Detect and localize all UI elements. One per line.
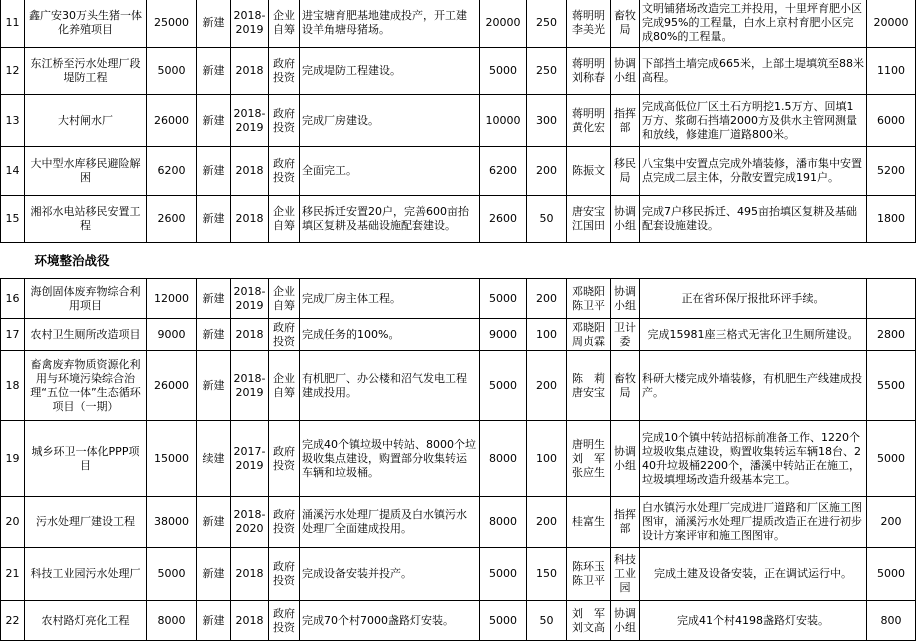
total-investment: 26000 <box>147 95 197 147</box>
construction-type: 新建 <box>197 95 231 147</box>
employment-count: 100 <box>527 421 567 497</box>
annual-investment: 5000 <box>480 548 527 601</box>
leader-name: 邓晓阳 <box>572 320 605 334</box>
table-row <box>1 319 916 351</box>
table-row <box>1 497 916 548</box>
project-name: 畜禽废弃物质资源化利用与环境污染综合治理“五位一体”生态循环项目（一期） <box>25 351 147 421</box>
annual-investment: 8000 <box>480 421 527 497</box>
row-number: 22 <box>1 601 25 641</box>
responsible-unit: 协调小组 <box>611 279 640 319</box>
construction-period: 2018-2020 <box>231 497 269 548</box>
leader-name: 李美光 <box>572 23 605 36</box>
current-progress: 完成10个镇中转站招标前准备工作、1220个垃圾收集点建设，购置收集转运车辆18台、240升垃圾桶2200个，潘溪中转站正在施工，垃圾填埋场改造升级基本完工。 <box>640 421 867 497</box>
construction-period: 2018 <box>231 196 269 243</box>
row-number: 18 <box>1 351 25 421</box>
completed-investment: 5000 <box>867 421 916 497</box>
annual-investment: 2600 <box>480 196 527 243</box>
responsible-unit: 畜牧局 <box>611 0 640 48</box>
responsible-leaders <box>567 48 611 95</box>
leader-name: 刘 军 <box>572 606 605 620</box>
construction-period: 2018 <box>231 319 269 351</box>
annual-progress: 完成70个村7000盏路灯安装。 <box>300 601 480 641</box>
annual-progress: 进宝塘育肥基地建成投产，开工建设羊角塘母猪场。 <box>300 0 480 48</box>
construction-period: 2018-2019 <box>231 0 269 48</box>
leader-name: 江国田 <box>572 219 605 232</box>
construction-type: 新建 <box>197 0 231 48</box>
table-row <box>1 95 916 147</box>
leader-name: 唐安宝 <box>572 385 605 399</box>
completed-investment: 5200 <box>867 147 916 196</box>
employment-count: 200 <box>527 351 567 421</box>
construction-type: 新建 <box>197 279 231 319</box>
employment-count: 250 <box>527 48 567 95</box>
leader-name: 陈振文 <box>572 164 605 177</box>
annual-investment: 5000 <box>480 601 527 641</box>
total-investment: 6200 <box>147 147 197 196</box>
leader-name: 陈卫平 <box>572 574 605 587</box>
total-investment: 5000 <box>147 548 197 601</box>
project-name: 污水处理厂建设工程 <box>25 497 147 548</box>
current-progress: 完成41个村4198盏路灯安装。 <box>640 601 867 641</box>
responsible-leaders <box>567 279 611 319</box>
project-name: 农村卫生厕所改造项目 <box>25 319 147 351</box>
construction-period: 2018 <box>231 147 269 196</box>
leader-name: 周贞霖 <box>572 334 605 348</box>
row-number: 17 <box>1 319 25 351</box>
annual-investment: 10000 <box>480 95 527 147</box>
project-name: 湘祁水电站移民安置工程 <box>25 196 147 243</box>
annual-progress: 全面完工。 <box>300 147 480 196</box>
responsible-unit: 协调小组 <box>611 601 640 641</box>
table-row <box>1 196 916 243</box>
leader-name: 桂富生 <box>572 515 605 528</box>
current-progress: 科研大楼完成外墙装修，有机肥生产线建成投产。 <box>640 351 867 421</box>
table-row <box>1 48 916 95</box>
employment-count: 50 <box>527 601 567 641</box>
total-investment: 15000 <box>147 421 197 497</box>
completed-investment: 1100 <box>867 48 916 95</box>
current-progress: 完成土建及设备安装，正在调试运行中。 <box>640 548 867 601</box>
employment-count: 250 <box>527 0 567 48</box>
construction-type: 新建 <box>197 601 231 641</box>
project-name: 科技工业园污水处理厂 <box>25 548 147 601</box>
funding-source: 企业自筹 <box>269 279 300 319</box>
construction-period: 2018-2019 <box>231 95 269 147</box>
construction-type: 新建 <box>197 497 231 548</box>
funding-source: 企业自筹 <box>269 351 300 421</box>
total-investment: 25000 <box>147 0 197 48</box>
total-investment: 8000 <box>147 601 197 641</box>
funding-source: 企业自筹 <box>269 0 300 48</box>
leader-name: 蒋明明 <box>572 106 605 120</box>
leader-name: 陈 莉 <box>572 371 605 385</box>
responsible-leaders <box>567 351 611 421</box>
completed-investment <box>867 279 916 319</box>
row-number: 20 <box>1 497 25 548</box>
responsible-unit: 科技工业园 <box>611 548 640 601</box>
responsible-leaders <box>567 196 611 243</box>
annual-progress: 完成任务的100%。 <box>300 319 480 351</box>
construction-period: 2018 <box>231 48 269 95</box>
construction-type: 新建 <box>197 48 231 95</box>
responsible-leaders <box>567 147 611 196</box>
annual-progress: 完成设备安装并投产。 <box>300 548 480 601</box>
row-number: 11 <box>1 0 25 48</box>
completed-investment: 2800 <box>867 319 916 351</box>
row-number: 21 <box>1 548 25 601</box>
leader-name: 唐明生 <box>572 437 605 451</box>
project-name: 大村闸水厂 <box>25 95 147 147</box>
total-investment: 12000 <box>147 279 197 319</box>
completed-investment: 5500 <box>867 351 916 421</box>
project-name: 东江桥至污水处理厂段堤防工程 <box>25 48 147 95</box>
total-investment: 38000 <box>147 497 197 548</box>
leader-name: 邓晓阳 <box>572 284 605 298</box>
responsible-unit: 协调小组 <box>611 196 640 243</box>
row-number: 12 <box>1 48 25 95</box>
funding-source: 政府投资 <box>269 548 300 601</box>
row-number: 19 <box>1 421 25 497</box>
current-progress: 白水镇污水处理厂完成进厂道路和厂区施工图图审，涌溪污水处理厂提质改造正在进行初步设计方案评审和施工图图审。 <box>640 497 867 548</box>
construction-type: 新建 <box>197 319 231 351</box>
responsible-leaders <box>567 319 611 351</box>
annual-progress: 完成堤防工程建设。 <box>300 48 480 95</box>
leader-name: 蒋明明 <box>572 9 605 22</box>
total-investment: 9000 <box>147 319 197 351</box>
annual-investment: 5000 <box>480 351 527 421</box>
responsible-leaders <box>567 548 611 601</box>
responsible-unit: 协调小组 <box>611 421 640 497</box>
leader-name: 刘文高 <box>572 620 605 634</box>
construction-type: 新建 <box>197 548 231 601</box>
leader-name: 陈卫平 <box>572 298 605 312</box>
responsible-unit: 畜牧局 <box>611 351 640 421</box>
current-progress: 正在省环保厅报批环评手续。 <box>640 279 867 319</box>
funding-source: 企业自筹 <box>269 196 300 243</box>
leader-name: 黄化宏 <box>572 120 605 134</box>
responsible-leaders <box>567 601 611 641</box>
construction-type: 新建 <box>197 196 231 243</box>
leader-name: 唐安宝 <box>572 205 605 218</box>
table-row <box>1 601 916 641</box>
responsible-leaders <box>567 95 611 147</box>
project-name: 鑫广安30万头生猪一体化养殖项目 <box>25 0 147 48</box>
current-progress: 完成7户移民拆迁、495亩抬填区复耕及基础配套设施建设。 <box>640 196 867 243</box>
annual-investment: 5000 <box>480 48 527 95</box>
current-progress: 完成高低位厂区土石方明挖1.5万方、回填1万方、浆砌石挡墙2000方及供水主管网测量和放线，修建進厂道路800米。 <box>640 95 867 147</box>
responsible-leaders <box>567 0 611 48</box>
total-investment: 2600 <box>147 196 197 243</box>
annual-investment: 8000 <box>480 497 527 548</box>
employment-count: 100 <box>527 319 567 351</box>
funding-source: 政府投资 <box>269 601 300 641</box>
employment-count: 50 <box>527 196 567 243</box>
current-progress: 八宝集中安置点完成外墙装修，潘市集中安置点完成二层主体，分散安置完成191户。 <box>640 147 867 196</box>
leader-name: 张应生 <box>572 465 605 479</box>
construction-period: 2017-2019 <box>231 421 269 497</box>
project-name: 海创固体废弃物综合利用项目 <box>25 279 147 319</box>
leader-name: 陈环玉 <box>572 560 605 573</box>
funding-source: 政府投资 <box>269 147 300 196</box>
funding-source: 政府投资 <box>269 95 300 147</box>
annual-progress: 有机肥厂、办公楼和沼气发电工程建成投用。 <box>300 351 480 421</box>
project-name: 大中型水库移民避险解困 <box>25 147 147 196</box>
row-number: 15 <box>1 196 25 243</box>
construction-type: 新建 <box>197 351 231 421</box>
leader-name: 刘称春 <box>572 71 605 84</box>
construction-type: 续建 <box>197 421 231 497</box>
current-progress: 文明铺猪场改造完工并投用，十里坪育肥小区完成95%的工程量，白水上京村育肥小区完成80%的工程量。 <box>640 0 867 48</box>
annual-progress: 移民拆迁安置20户，完善600亩抬填区复耕及基础设施配套建设。 <box>300 196 480 243</box>
employment-count: 200 <box>527 497 567 548</box>
completed-investment: 5000 <box>867 548 916 601</box>
row-number: 14 <box>1 147 25 196</box>
funding-source: 政府投资 <box>269 421 300 497</box>
project-name: 城乡环卫一体化PPP项目 <box>25 421 147 497</box>
construction-period: 2018-2019 <box>231 279 269 319</box>
table-row <box>1 279 916 319</box>
annual-investment: 5000 <box>480 279 527 319</box>
current-progress: 下部挡土墙完成665米，上部土堤填筑至88米高程。 <box>640 48 867 95</box>
table-row <box>1 548 916 601</box>
employment-count: 200 <box>527 147 567 196</box>
construction-period: 2018 <box>231 601 269 641</box>
total-investment: 5000 <box>147 48 197 95</box>
total-investment: 26000 <box>147 351 197 421</box>
employment-count: 200 <box>527 279 567 319</box>
annual-investment: 20000 <box>480 0 527 48</box>
annual-progress: 完成厂房主体工程。 <box>300 279 480 319</box>
responsible-unit: 指挥部 <box>611 95 640 147</box>
construction-type: 新建 <box>197 147 231 196</box>
completed-investment: 20000 <box>867 0 916 48</box>
responsible-leaders <box>567 421 611 497</box>
annual-investment: 6200 <box>480 147 527 196</box>
completed-investment: 6000 <box>867 95 916 147</box>
completed-investment: 800 <box>867 601 916 641</box>
row-number: 16 <box>1 279 25 319</box>
funding-source: 政府投资 <box>269 497 300 548</box>
table-row <box>1 147 916 196</box>
completed-investment: 200 <box>867 497 916 548</box>
section-row <box>1 243 916 279</box>
responsible-leaders <box>567 497 611 548</box>
responsible-unit: 移民局 <box>611 147 640 196</box>
responsible-unit: 卫计委 <box>611 319 640 351</box>
funding-source: 政府投资 <box>269 319 300 351</box>
current-progress: 完成15981座三格式无害化卫生厕所建设。 <box>640 319 867 351</box>
responsible-unit: 协调小组 <box>611 48 640 95</box>
annual-progress: 完成厂房建设。 <box>300 95 480 147</box>
leader-name: 刘 军 <box>572 451 605 465</box>
annual-progress: 完成40个镇垃圾中转站、8000个垃圾收集点建设，购置部分收集转运车辆和垃圾桶。 <box>300 421 480 497</box>
annual-progress: 涌溪污水处理厂提质及白水镇污水处理厂全面建成投用。 <box>300 497 480 548</box>
employment-count: 150 <box>527 548 567 601</box>
funding-source: 政府投资 <box>269 48 300 95</box>
construction-period: 2018 <box>231 548 269 601</box>
section-title: 环境整治战役 <box>34 252 110 268</box>
project-name: 农村路灯亮化工程 <box>25 601 147 641</box>
table-row <box>1 0 916 48</box>
responsible-unit: 指挥部 <box>611 497 640 548</box>
table-row <box>1 421 916 497</box>
table-row <box>1 351 916 421</box>
completed-investment: 1800 <box>867 196 916 243</box>
employment-count: 300 <box>527 95 567 147</box>
construction-period: 2018-2019 <box>231 351 269 421</box>
row-number: 13 <box>1 95 25 147</box>
annual-investment: 9000 <box>480 319 527 351</box>
leader-name: 蒋明明 <box>572 57 605 70</box>
